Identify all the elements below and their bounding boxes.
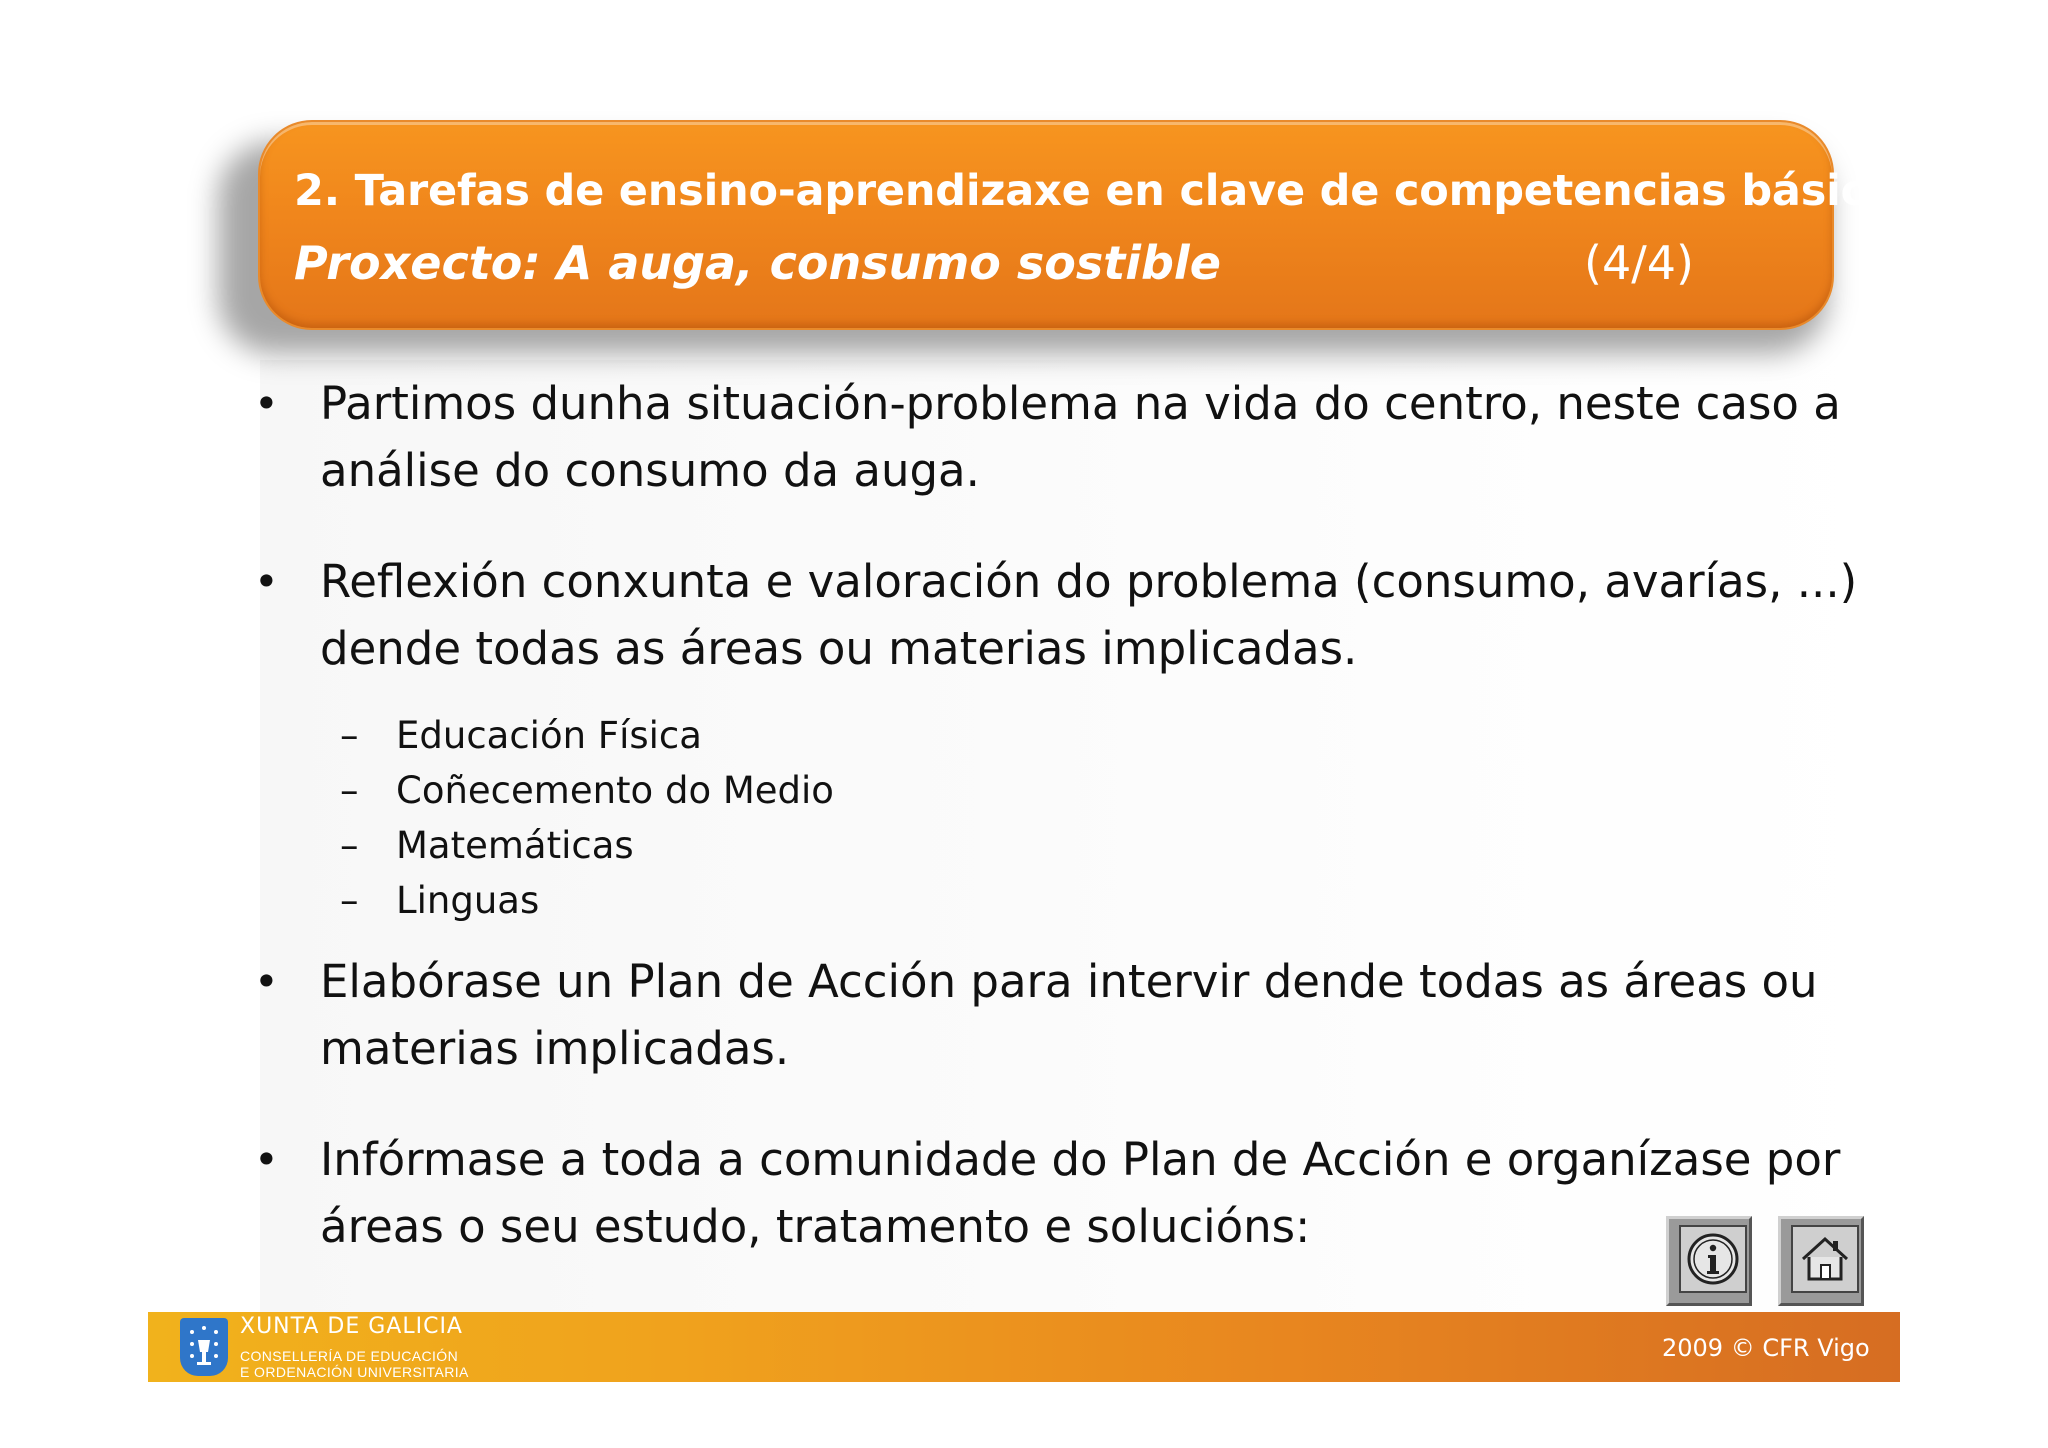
dash-marker: – bbox=[340, 714, 359, 757]
bullet-text: Infórmase a toda a comunidade do Plan de Acción e organízase por áreas o seu estudo, tratamento e solucións: bbox=[320, 1133, 1841, 1253]
page-indicator: (4/4) bbox=[1584, 236, 1694, 290]
slide-title: 2. Tarefas de ensino-aprendizaxe en clave de competencias básicas. bbox=[294, 166, 1937, 216]
info-button[interactable] bbox=[1666, 1216, 1752, 1306]
bullet-text: Elabórase un Plan de Acción para intervir dende todas as áreas ou materias implicadas. bbox=[320, 955, 1818, 1075]
bullet-marker: • bbox=[254, 379, 279, 428]
home-button-face bbox=[1791, 1225, 1859, 1293]
project-subtitle: Proxecto: A auga, consumo sostible bbox=[294, 236, 1221, 290]
bullet-text: Partimos dunha situación-problema na vida do centro, neste caso a análise do consumo da auga. bbox=[320, 377, 1841, 497]
info-button-face bbox=[1679, 1225, 1747, 1293]
home-icon bbox=[1797, 1231, 1853, 1287]
sub-item-text: Linguas bbox=[396, 879, 540, 922]
title-banner bbox=[258, 120, 1834, 330]
xunta-logo-subtitle: CONSELLERÍA DE EDUCACIÓN bbox=[240, 1348, 459, 1364]
bullet-marker: • bbox=[254, 957, 279, 1006]
info-icon bbox=[1685, 1231, 1741, 1287]
home-button[interactable] bbox=[1778, 1216, 1864, 1306]
bullet-marker: • bbox=[254, 557, 279, 606]
galicia-crest-icon bbox=[180, 1318, 228, 1376]
dash-marker: – bbox=[340, 879, 359, 922]
xunta-logo-title: XUNTA DE GALICIA bbox=[240, 1314, 463, 1339]
bullet-text: Reflexión conxunta e valoración do problema (consumo, avarías, ...) dende todas as áreas ou materias implicadas. bbox=[320, 555, 1858, 675]
copyright-text: 2009 © CFR Vigo bbox=[1662, 1334, 1870, 1362]
dash-marker: – bbox=[340, 769, 359, 812]
dash-marker: – bbox=[340, 824, 359, 867]
sub-item-text: Coñecemento do Medio bbox=[396, 769, 834, 812]
sub-item-text: Educación Física bbox=[396, 714, 702, 757]
bullet-marker: • bbox=[254, 1135, 279, 1184]
xunta-logo-subtitle: E ORDENACIÓN UNIVERSITARIA bbox=[240, 1364, 469, 1380]
sub-item-text: Matemáticas bbox=[396, 824, 634, 867]
